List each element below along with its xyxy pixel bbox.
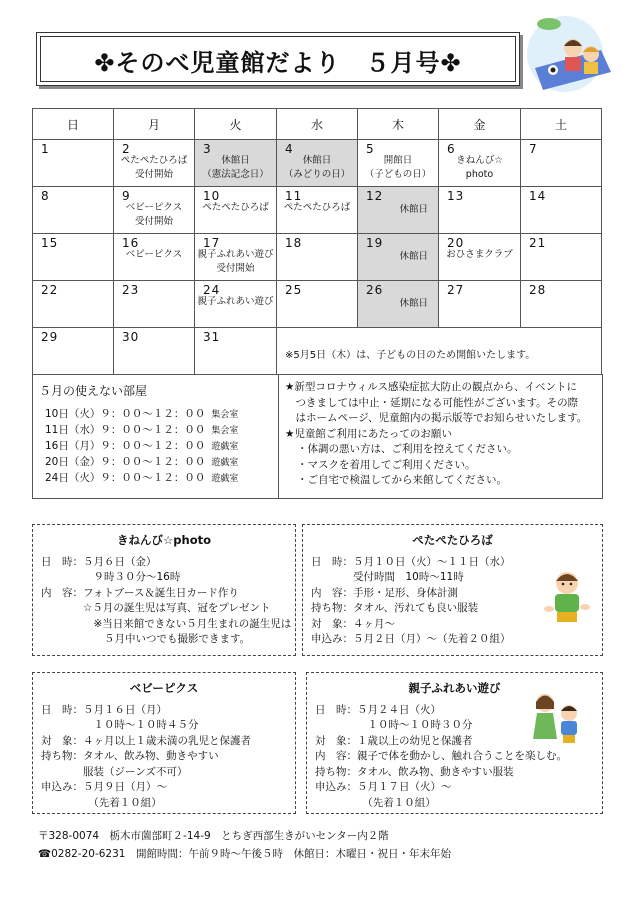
calendar-day-cell xyxy=(195,328,277,375)
day-event: ベビーピクス xyxy=(125,249,183,260)
calendar-note: ※5月5日（木）は、子どもの日のため開館いたします。 xyxy=(285,350,536,361)
room-row xyxy=(45,438,238,453)
event-line: 対 象：１歳以上の幼児と保護者 xyxy=(315,734,473,747)
event-line: 持ち物：タオル、汚れても良い服装 xyxy=(311,602,479,614)
day-event: ぺたぺたひろば xyxy=(283,202,351,213)
day-number: 16 xyxy=(122,236,140,250)
room-name: 集会室 xyxy=(211,410,239,420)
calendar-day-cell xyxy=(114,140,195,187)
room-date: 11日（水）９：００～１２：００ xyxy=(45,424,206,436)
event-line: （先着１０組） xyxy=(315,796,436,809)
notice-line: はホームページ、児童館内の掲示版等でお知らせいたします。 xyxy=(285,412,588,424)
event-line: 日 時：５月２４日（火） xyxy=(315,703,441,716)
calendar-day-cell xyxy=(195,234,277,281)
event-title: ベビーピクス xyxy=(129,681,199,695)
room-row xyxy=(45,470,238,485)
day-number: 27 xyxy=(447,283,465,297)
event-line: ※当日来館できない５月生まれの誕生児は xyxy=(41,617,292,630)
day-event: ぺたぺたひろば xyxy=(202,202,269,213)
day-number: 9 xyxy=(122,189,131,203)
calendar-day-cell xyxy=(33,234,114,281)
koinobori-kids-icon xyxy=(525,10,617,98)
event-line: ５月中いつでも撮影できます。 xyxy=(41,633,251,645)
calendar-day-cell xyxy=(521,140,602,187)
day-number: 6 xyxy=(447,142,456,156)
day-number: 20 xyxy=(447,236,465,250)
calendar-day-cell xyxy=(439,140,521,187)
calendar-day-cell xyxy=(114,281,195,328)
event-kinenbi-photo xyxy=(32,524,296,656)
calendar-day-cell xyxy=(195,187,277,234)
notice-line: ・マスクを着用してご利用ください。 xyxy=(297,458,476,471)
event-line: 持ち物：タオル、飲み物、動きやすい xyxy=(41,750,219,762)
calendar-day-cell xyxy=(195,140,277,187)
day-number: 12 xyxy=(366,189,384,203)
calendar-day-cell xyxy=(114,187,195,234)
day-event-sub: 受付開始 xyxy=(134,216,173,227)
event-line: 申込み：５月１７日（火）～ xyxy=(315,781,452,793)
day-number: 8 xyxy=(41,189,50,203)
room-date: 20日（金）９：００～１２：００ xyxy=(45,456,206,468)
event-title: きねんび☆photo xyxy=(116,533,212,547)
event-petapeta-hiroba xyxy=(302,524,603,656)
calendar-day-cell xyxy=(277,281,358,328)
calendar-day-cell xyxy=(358,234,439,281)
day-number: 18 xyxy=(285,236,303,250)
calendar-day-cell xyxy=(439,234,521,281)
event-line: ９時３０分～16時 xyxy=(41,571,181,583)
day-number: 7 xyxy=(529,142,538,156)
calendar-day-cell xyxy=(358,140,439,187)
day-number: 15 xyxy=(41,236,59,250)
day-event: 休館日 xyxy=(399,298,428,309)
event-title: 親子ふれあい遊び xyxy=(408,681,501,695)
room-date: 24日（火）９：００～１２：００ xyxy=(45,472,206,484)
unavailable-rooms xyxy=(33,374,279,498)
day-event-sub: （憲法記念日） xyxy=(202,169,269,180)
page-title: ✤そのべ児童館だより ５月号✤ xyxy=(94,49,462,77)
day-event: 休館日 xyxy=(221,155,250,166)
day-number: 21 xyxy=(529,236,547,250)
weekday-sun: 日 xyxy=(33,109,114,140)
event-oyako-fureai xyxy=(306,672,603,814)
day-event-sub: 受付開始 xyxy=(216,263,255,274)
calendar-day-cell xyxy=(33,281,114,328)
day-number: 11 xyxy=(285,189,303,203)
day-number: 10 xyxy=(203,189,221,203)
day-event: 開館日 xyxy=(383,155,413,166)
day-event: ベビーピクス xyxy=(125,202,183,213)
event-line: 内 容：フォトブース＆誕生日カード作り xyxy=(41,586,239,599)
calendar-day-cell xyxy=(358,281,439,328)
event-line: 内 容：手形・足形、身体計測 xyxy=(311,586,458,599)
day-event-sub: （子どもの日） xyxy=(364,169,432,180)
day-event: 休館日 xyxy=(302,155,332,166)
day-event: おひさまクラブ xyxy=(446,249,513,260)
notices xyxy=(285,380,597,489)
day-number: 29 xyxy=(41,330,59,344)
day-event-sub: 受付開始 xyxy=(134,169,173,180)
day-event-sub: photo xyxy=(465,169,494,180)
event-line: （先着１０組） xyxy=(41,796,162,809)
room-row xyxy=(45,454,238,469)
day-number: 4 xyxy=(285,142,294,156)
room-name: 集会室 xyxy=(211,426,239,436)
day-number: 14 xyxy=(529,189,547,203)
weekday-fri: 金 xyxy=(439,109,521,140)
day-event: 親子ふれあい遊び xyxy=(197,249,274,260)
day-event: 休館日 xyxy=(399,204,428,215)
event-line: 申込み：５月９日（月）～ xyxy=(41,781,167,793)
event-line: 受付時間 10時～11時 xyxy=(311,571,464,583)
footer-address: 〒328-0074 栃木市薗部町２-14-9 とちぎ西部生きがいセンター内２階 xyxy=(38,830,389,842)
day-number: 23 xyxy=(122,283,140,297)
event-title: ぺたぺたひろば xyxy=(412,533,493,547)
day-number: 3 xyxy=(203,142,212,156)
parent-child-play-icon xyxy=(529,689,587,747)
calendar-day-cell xyxy=(33,328,114,375)
calendar-day-cell xyxy=(521,187,602,234)
weekday-mon: 月 xyxy=(114,109,195,140)
title-banner xyxy=(36,32,520,86)
notice-line: ・体調の悪い方は、ご利用を控えてください。 xyxy=(297,443,518,455)
notice-line: ・ご自宅で検温してから来館してください。 xyxy=(297,474,507,486)
day-number: 5 xyxy=(366,142,375,156)
calendar-note-cell xyxy=(277,328,602,375)
day-number: 25 xyxy=(285,283,303,297)
day-event: 休館日 xyxy=(399,251,428,262)
room-name: 遊戯室 xyxy=(211,474,239,484)
room-name: 遊戯室 xyxy=(211,442,239,452)
event-calendar xyxy=(32,108,602,375)
room-row xyxy=(45,406,238,421)
weekday-thu: 木 xyxy=(358,109,439,140)
calendar-day-cell xyxy=(33,187,114,234)
day-number: 30 xyxy=(122,330,140,344)
calendar-day-cell xyxy=(277,234,358,281)
day-number: 31 xyxy=(203,330,221,344)
calendar-day-cell xyxy=(277,187,358,234)
event-line: 服装（ジーンズ不可） xyxy=(41,765,188,778)
room-name: 遊戯室 xyxy=(211,458,239,468)
notice-line: ★新型コロナウィルス感染症拡大防止の観点から、イベントに xyxy=(285,381,577,393)
day-event-sub: （みどりの日） xyxy=(283,169,351,180)
event-baby-pix xyxy=(32,672,296,814)
event-line: １０時～１０時３０分 xyxy=(315,719,473,731)
weekday-tue: 火 xyxy=(195,109,277,140)
event-line: １０時～１０時４５分 xyxy=(41,719,199,731)
day-number: 17 xyxy=(203,236,221,250)
rooms-title: ５月の使えない部屋 xyxy=(39,384,148,398)
event-line: 日 時：５月１６日（月） xyxy=(41,703,167,716)
room-date: 10日（火）９：００～１２：００ xyxy=(45,408,206,420)
calendar-day-cell xyxy=(277,140,358,187)
footer-contact: ☎0282-20-6231 開館時間：午前９時～午後５時 休館日：木曜日・祝日・年末年始 xyxy=(38,848,451,860)
event-line: 申込み：５月２日（月）～（先着２０組） xyxy=(311,633,511,645)
event-line: 対 象：４ヶ月～ xyxy=(311,617,395,630)
calendar-day-cell xyxy=(195,281,277,328)
day-event: ぺたぺたひろば xyxy=(120,155,188,166)
event-line: 日 時：５月１０日（火）～１１日（水） xyxy=(311,555,511,568)
event-line: 対 象：４ヶ月以上１歳未満の乳児と保護者 xyxy=(41,734,251,747)
day-number: 2 xyxy=(122,142,131,156)
room-row xyxy=(45,422,238,437)
day-event: 親子ふれあい遊び xyxy=(197,296,274,307)
day-number: 13 xyxy=(447,189,465,203)
weekday-wed: 水 xyxy=(277,109,358,140)
calendar-day-cell xyxy=(114,234,195,281)
day-number: 28 xyxy=(529,283,547,297)
weekday-sat: 土 xyxy=(521,109,602,140)
event-line: 内 容：親子で体を動かし、触れ合うことを楽しむ。 xyxy=(315,750,567,762)
day-number: 26 xyxy=(366,283,384,297)
day-number: 22 xyxy=(41,283,59,297)
notice-line: つきましては中止・延期になる可能性がございます。その際 xyxy=(285,396,579,409)
calendar-day-cell xyxy=(521,281,602,328)
notice-line: ★児童館ご利用にあたってのお願い xyxy=(285,427,452,440)
calendar-day-cell xyxy=(33,140,114,187)
event-line: 持ち物：タオル、飲み物、動きやすい服装 xyxy=(315,765,514,778)
day-number: 24 xyxy=(203,283,221,297)
info-area xyxy=(32,374,603,499)
room-date: 16日（月）９：００～１２：００ xyxy=(45,440,206,452)
calendar-day-cell xyxy=(439,187,521,234)
event-line: ☆５月の誕生児は写真、冠をプレゼント xyxy=(41,602,271,614)
calendar-day-cell xyxy=(358,187,439,234)
day-number: 1 xyxy=(41,142,50,156)
child-stamping-icon xyxy=(539,569,595,627)
day-event: きねんび☆ xyxy=(456,155,503,166)
calendar-day-cell xyxy=(114,328,195,375)
calendar-day-cell xyxy=(439,281,521,328)
day-number: 19 xyxy=(366,236,384,250)
calendar-day-cell xyxy=(521,234,602,281)
event-line: 日 時：５月６日（金） xyxy=(41,555,157,568)
